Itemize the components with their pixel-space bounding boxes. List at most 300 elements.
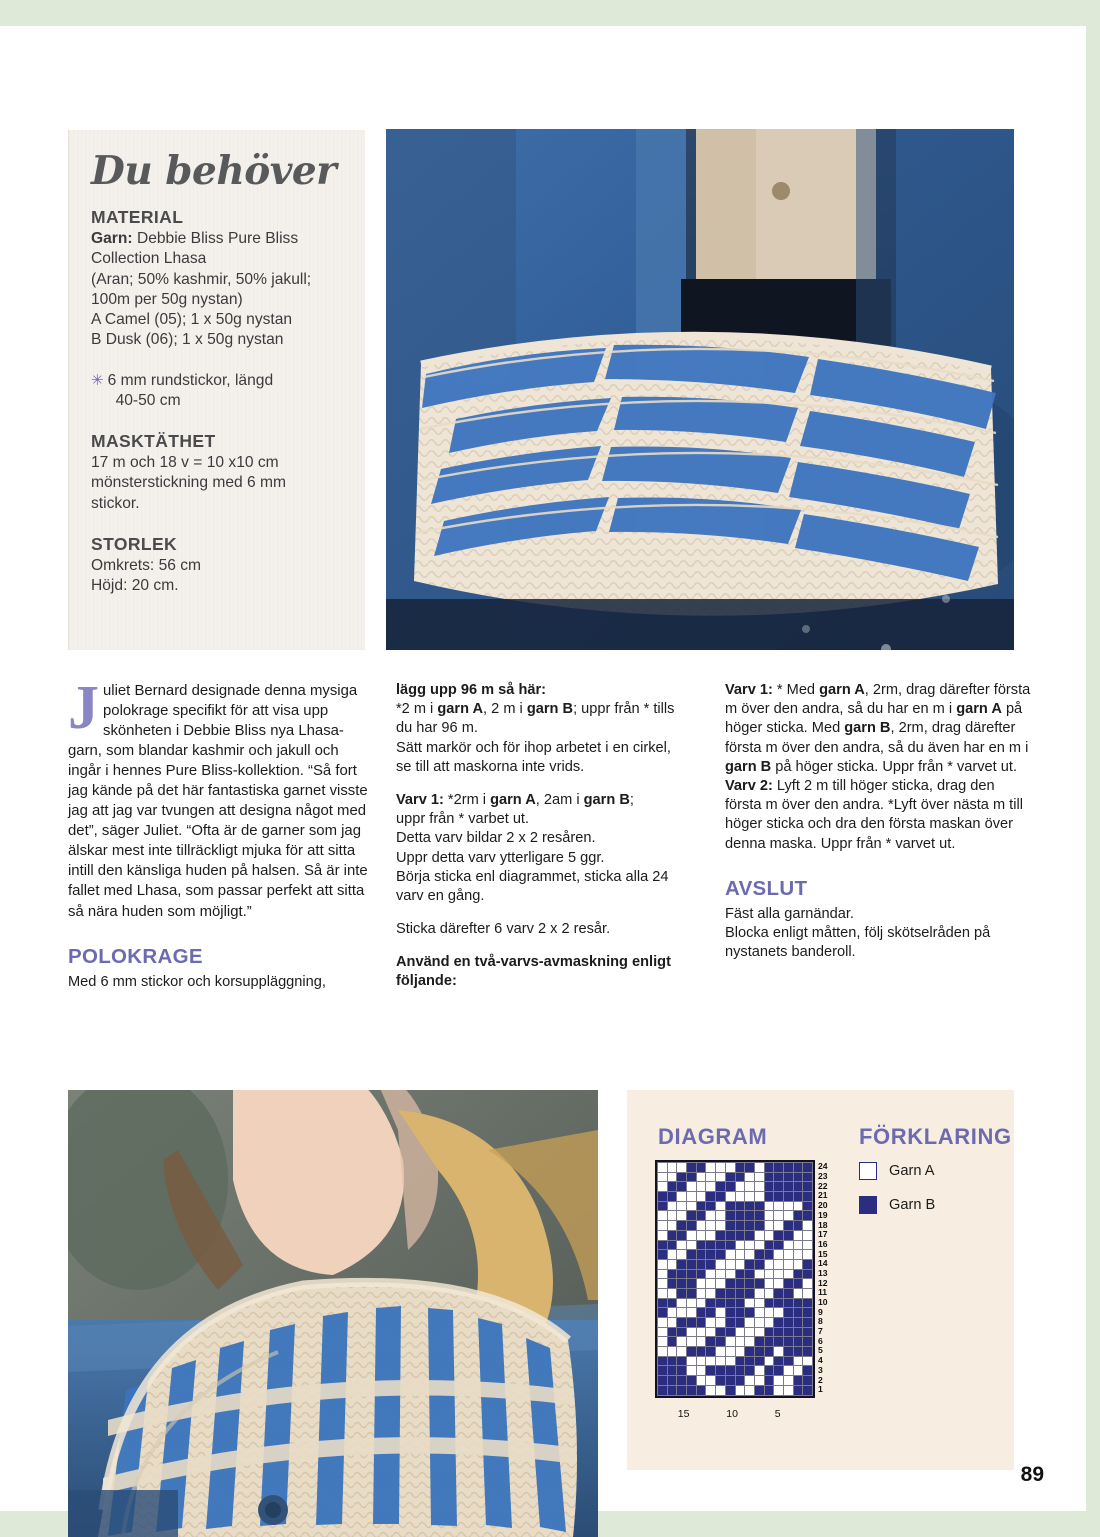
chart-cell bbox=[658, 1385, 668, 1395]
chart-cell bbox=[774, 1279, 784, 1289]
chart-col-label: 10 bbox=[726, 1408, 738, 1420]
chart-row-label: 6 bbox=[818, 1335, 823, 1346]
chart-cell bbox=[735, 1327, 745, 1337]
chart-cell bbox=[754, 1211, 764, 1221]
chart-cell bbox=[745, 1308, 755, 1318]
chart-row-label: 16 bbox=[818, 1238, 828, 1249]
chart-cell bbox=[706, 1366, 716, 1376]
chart-cell bbox=[667, 1298, 677, 1308]
chart-cell bbox=[745, 1240, 755, 1250]
chart-cell bbox=[687, 1308, 697, 1318]
chart-cell bbox=[783, 1347, 793, 1357]
chart-cell bbox=[783, 1385, 793, 1395]
chart-cell bbox=[667, 1288, 677, 1298]
text-column-2 bbox=[396, 681, 696, 992]
chart-cell bbox=[658, 1201, 668, 1211]
col3-varv2: Varv 2: Lyft 2 m till höger sticka, drag den första m över den andra. *Lyft över nästa m till höger sticka och dra den första maskan över denna maska. Uppr från * varvet ut. bbox=[725, 777, 1023, 852]
chart-cell bbox=[677, 1192, 687, 1202]
chart-row bbox=[658, 1163, 813, 1173]
chart-cell bbox=[783, 1279, 793, 1289]
avslut-line-0: Fäst alla garnändar. bbox=[725, 905, 854, 922]
chart-cell bbox=[696, 1337, 706, 1347]
chart-cell bbox=[783, 1298, 793, 1308]
chart-cell bbox=[774, 1376, 784, 1386]
chart-cell bbox=[735, 1192, 745, 1202]
chart-cell bbox=[803, 1230, 813, 1240]
photo-cowl-worn bbox=[68, 1090, 598, 1537]
chart-cell bbox=[716, 1308, 726, 1318]
chart-cell bbox=[783, 1318, 793, 1328]
chart-cell bbox=[774, 1172, 784, 1182]
chart-cell bbox=[706, 1192, 716, 1202]
chart-cell bbox=[696, 1288, 706, 1298]
chart-cell bbox=[696, 1221, 706, 1231]
chart-row-label: 22 bbox=[818, 1180, 828, 1191]
chart-cell bbox=[793, 1240, 803, 1250]
chart-cell bbox=[658, 1337, 668, 1347]
chart-cell bbox=[803, 1211, 813, 1221]
col3-varv2-head: Varv 2: bbox=[725, 777, 773, 794]
chart-cell bbox=[803, 1337, 813, 1347]
chart-cell bbox=[658, 1182, 668, 1192]
chart-cell bbox=[716, 1318, 726, 1328]
chart-cell bbox=[696, 1366, 706, 1376]
chart-cell bbox=[658, 1366, 668, 1376]
chart-cell bbox=[687, 1221, 697, 1231]
chart-cell bbox=[716, 1221, 726, 1231]
chart-cell bbox=[745, 1172, 755, 1182]
chart-cell bbox=[783, 1288, 793, 1298]
chart-cell bbox=[745, 1298, 755, 1308]
chart-cell bbox=[696, 1182, 706, 1192]
chart-cell bbox=[764, 1201, 774, 1211]
photo-bottom-artwork bbox=[68, 1090, 598, 1537]
chart-cell bbox=[774, 1201, 784, 1211]
chart-cell bbox=[793, 1356, 803, 1366]
chart-cell bbox=[687, 1163, 697, 1173]
chart-cell bbox=[687, 1201, 697, 1211]
chart-cell bbox=[725, 1385, 735, 1395]
chart-cell bbox=[735, 1337, 745, 1347]
chart-cell bbox=[803, 1269, 813, 1279]
chart-cell bbox=[706, 1385, 716, 1395]
chart-cell bbox=[658, 1172, 668, 1182]
chart-row-label: 19 bbox=[818, 1209, 828, 1220]
chart-cell bbox=[803, 1318, 813, 1328]
chart-cell bbox=[803, 1250, 813, 1260]
gauge-heading: MASKTÄTHET bbox=[91, 431, 216, 452]
chart-cell bbox=[687, 1182, 697, 1192]
intro-text: uliet Bernard designade denna mysiga polokrage specifikt för att visa upp skönheten i Debbie Bliss nya Lhasa-garn, som blandar kashmir och jakull och ingår i hennes Pure Bliss-kollektion. “Så fort jag kände på det här fantastiska garnet visste jag att jag var tvungen att designa något med det”, säger Juliet. “Ofta är de garner som jag älskar mest inte tillräckligt mjuka för att sitta intill den känsliga huden på halsen. Så är inte fallet med Lhasa, som passar perfekt att sitta så nära huden som möjligt.” bbox=[68, 683, 368, 920]
chart-cell bbox=[716, 1298, 726, 1308]
chart-cell bbox=[735, 1211, 745, 1221]
chart-cell bbox=[774, 1259, 784, 1269]
chart-cell bbox=[803, 1240, 813, 1250]
chart-cell bbox=[658, 1269, 668, 1279]
chart-cell bbox=[793, 1337, 803, 1347]
chart-cell bbox=[764, 1318, 774, 1328]
chart-cell bbox=[793, 1250, 803, 1260]
chart-cell bbox=[658, 1347, 668, 1357]
chart-row bbox=[658, 1172, 813, 1182]
chart-row bbox=[658, 1308, 813, 1318]
chart-cell bbox=[774, 1182, 784, 1192]
chart-cell bbox=[803, 1192, 813, 1202]
chart-row bbox=[658, 1327, 813, 1337]
chart-cell bbox=[677, 1211, 687, 1221]
chart-cell bbox=[658, 1288, 668, 1298]
chart-cell bbox=[716, 1337, 726, 1347]
col2-varv1-line-4: varv en gång. bbox=[396, 887, 485, 904]
chart-cell bbox=[677, 1259, 687, 1269]
chart-cell bbox=[793, 1221, 803, 1231]
chart-cell bbox=[803, 1201, 813, 1211]
chart-cell bbox=[783, 1240, 793, 1250]
chart-cell bbox=[706, 1279, 716, 1289]
chart-cell bbox=[735, 1356, 745, 1366]
chart-cell bbox=[803, 1279, 813, 1289]
gauge-line-1: mönsterstickning med 6 mm bbox=[91, 474, 286, 492]
yarn-line-3: 100m per 50g nystan) bbox=[91, 290, 243, 308]
chart-row-label: 8 bbox=[818, 1316, 823, 1327]
chart-cell bbox=[667, 1230, 677, 1240]
chart-cell bbox=[803, 1172, 813, 1182]
chart-cell bbox=[658, 1376, 668, 1386]
chart-cell bbox=[764, 1192, 774, 1202]
chart-cell bbox=[687, 1230, 697, 1240]
chart-cell bbox=[793, 1298, 803, 1308]
legend bbox=[859, 1162, 935, 1230]
chart-cell bbox=[735, 1172, 745, 1182]
chart-cell bbox=[774, 1250, 784, 1260]
chart-col-label: 15 bbox=[677, 1408, 690, 1420]
chart-cell bbox=[716, 1288, 726, 1298]
caston-heading: lägg upp 96 m så här: bbox=[396, 682, 547, 698]
chart-cell bbox=[677, 1308, 687, 1318]
chart-wrap bbox=[655, 1160, 828, 1420]
chart-cell bbox=[677, 1366, 687, 1376]
chart-cell bbox=[706, 1318, 716, 1328]
chart-cell bbox=[745, 1221, 755, 1231]
chart-cell bbox=[735, 1221, 745, 1231]
chart-cell bbox=[687, 1192, 697, 1202]
chart-cell bbox=[774, 1308, 784, 1318]
chart-cell bbox=[754, 1356, 764, 1366]
chart-cell bbox=[764, 1385, 774, 1395]
chart-row-label: 12 bbox=[818, 1277, 828, 1288]
chart-cell bbox=[658, 1230, 668, 1240]
chart-cell bbox=[725, 1201, 735, 1211]
chart-cell bbox=[716, 1347, 726, 1357]
chart-cell bbox=[725, 1279, 735, 1289]
chart-cell bbox=[774, 1327, 784, 1337]
chart-cell bbox=[716, 1211, 726, 1221]
chart-cell bbox=[735, 1269, 745, 1279]
chart-cell bbox=[764, 1230, 774, 1240]
chart-cell bbox=[725, 1318, 735, 1328]
chart-cell bbox=[735, 1366, 745, 1376]
chart-cell bbox=[706, 1211, 716, 1221]
chart-cell bbox=[696, 1318, 706, 1328]
chart-cell bbox=[745, 1201, 755, 1211]
chart-cell bbox=[774, 1347, 784, 1357]
chart-cell bbox=[696, 1269, 706, 1279]
chart-cell bbox=[667, 1376, 677, 1386]
yarn-line bbox=[91, 229, 345, 249]
gauge-line-0: 17 m och 18 v = 10 x10 cm bbox=[91, 454, 279, 472]
chart-cell bbox=[725, 1308, 735, 1318]
chart-cell bbox=[745, 1259, 755, 1269]
needles-line-1: 40-50 cm bbox=[115, 391, 181, 409]
chart-cell bbox=[696, 1279, 706, 1289]
chart-cell bbox=[667, 1221, 677, 1231]
chart-cell bbox=[667, 1259, 677, 1269]
chart-cell bbox=[745, 1288, 755, 1298]
chart-cell bbox=[677, 1298, 687, 1308]
chart-row-label: 15 bbox=[818, 1248, 828, 1259]
chart-cell bbox=[783, 1163, 793, 1173]
chart-cell bbox=[793, 1192, 803, 1202]
chart-cell bbox=[774, 1240, 784, 1250]
chart-cell bbox=[658, 1250, 668, 1260]
chart-cell bbox=[793, 1347, 803, 1357]
intro-paragraph bbox=[68, 674, 368, 922]
chart-row-label: 18 bbox=[818, 1219, 828, 1230]
chart-cell bbox=[735, 1298, 745, 1308]
chart-cell bbox=[725, 1356, 735, 1366]
chart-cell bbox=[658, 1308, 668, 1318]
chart-row-label: 17 bbox=[818, 1229, 828, 1240]
chart-cell bbox=[716, 1356, 726, 1366]
col3-varv1-head: Varv 1: bbox=[725, 682, 773, 698]
chart-cell bbox=[783, 1366, 793, 1376]
chart-row-label: 21 bbox=[818, 1190, 828, 1201]
chart-cell bbox=[754, 1182, 764, 1192]
chart-cell bbox=[687, 1356, 697, 1366]
chart-cell bbox=[764, 1376, 774, 1386]
chart-cell bbox=[783, 1259, 793, 1269]
chart-cell bbox=[667, 1308, 677, 1318]
chart-cell bbox=[735, 1308, 745, 1318]
chart-cell bbox=[658, 1356, 668, 1366]
avslut-heading: AVSLUT bbox=[725, 876, 808, 900]
chart-cell bbox=[658, 1192, 668, 1202]
caston-line-3: se till att maskorna inte vrids. bbox=[396, 758, 585, 775]
size-heading: STORLEK bbox=[91, 533, 178, 554]
chart-cell bbox=[687, 1240, 697, 1250]
text-column-3 bbox=[725, 681, 1031, 962]
chart-row bbox=[658, 1279, 813, 1289]
chart-cell bbox=[687, 1172, 697, 1182]
chart-cell bbox=[783, 1269, 793, 1279]
chart-cell bbox=[774, 1192, 784, 1202]
col2-after-line: Sticka därefter 6 varv 2 x 2 resår. bbox=[396, 921, 611, 938]
chart-cell bbox=[803, 1356, 813, 1366]
chart-cell bbox=[667, 1269, 677, 1279]
chart-cell bbox=[696, 1376, 706, 1386]
chart-cell bbox=[793, 1182, 803, 1192]
yarn-line-0: Debbie Bliss Pure Bliss bbox=[136, 230, 299, 247]
chart-cell bbox=[793, 1308, 803, 1318]
chart-cell bbox=[735, 1259, 745, 1269]
chart-cell bbox=[667, 1240, 677, 1250]
chart-cell bbox=[677, 1318, 687, 1328]
chart-cell bbox=[706, 1163, 716, 1173]
chart-cell bbox=[793, 1318, 803, 1328]
chart-cell bbox=[677, 1327, 687, 1337]
chart-cell bbox=[658, 1240, 668, 1250]
chart-cell bbox=[667, 1327, 677, 1337]
chart-cell bbox=[754, 1366, 764, 1376]
chart-cell bbox=[754, 1347, 764, 1357]
chart-row bbox=[658, 1201, 813, 1211]
chart-cell bbox=[725, 1337, 735, 1347]
chart-cell bbox=[706, 1250, 716, 1260]
chart-cell bbox=[745, 1182, 755, 1192]
chart-cell bbox=[716, 1376, 726, 1386]
chart-cell bbox=[677, 1337, 687, 1347]
chart-cell bbox=[793, 1288, 803, 1298]
chart-cell bbox=[735, 1385, 745, 1395]
chart-cell bbox=[764, 1259, 774, 1269]
chart-cell bbox=[725, 1250, 735, 1260]
polokrage-line-1: Med 6 mm stickor och korsuppläggning, bbox=[68, 973, 326, 990]
chart-cell bbox=[696, 1308, 706, 1318]
chart-cell bbox=[745, 1385, 755, 1395]
chart-cell bbox=[764, 1288, 774, 1298]
chart-cell bbox=[803, 1288, 813, 1298]
gauge-line-2: stickor. bbox=[91, 494, 140, 512]
chart-cell bbox=[706, 1230, 716, 1240]
chart-row-label: 4 bbox=[818, 1355, 823, 1366]
legend-label-garn-a: Garn A bbox=[889, 1163, 935, 1179]
chart-cell bbox=[716, 1230, 726, 1240]
chart-row bbox=[658, 1269, 813, 1279]
chart-cell bbox=[658, 1211, 668, 1221]
size-line-0: Omkrets: 56 cm bbox=[91, 556, 202, 574]
chart-cell bbox=[754, 1279, 764, 1289]
chart-cell bbox=[677, 1250, 687, 1260]
chart-cell bbox=[716, 1163, 726, 1173]
chart-cell bbox=[716, 1269, 726, 1279]
chart-cell bbox=[803, 1308, 813, 1318]
chart-cell bbox=[725, 1211, 735, 1221]
chart-cell bbox=[754, 1308, 764, 1318]
chart-cell bbox=[716, 1192, 726, 1202]
chart-row bbox=[658, 1250, 813, 1260]
chart-cell bbox=[735, 1240, 745, 1250]
chart-cell bbox=[783, 1192, 793, 1202]
polokrage-heading: POLOKRAGE bbox=[68, 944, 203, 968]
chart-row bbox=[658, 1318, 813, 1328]
chart-cell bbox=[716, 1366, 726, 1376]
col2-varv1-line-0: uppr från * varbet ut. bbox=[396, 811, 530, 828]
chart-cell bbox=[783, 1376, 793, 1386]
chart-cell bbox=[696, 1356, 706, 1366]
chart-row-label: 7 bbox=[818, 1326, 823, 1337]
panel-title: Du behöver bbox=[91, 148, 337, 194]
page-number: 89 bbox=[1020, 1463, 1044, 1486]
chart-cell bbox=[745, 1356, 755, 1366]
chart-cell bbox=[716, 1201, 726, 1211]
chart-cell bbox=[764, 1356, 774, 1366]
chart-row bbox=[658, 1337, 813, 1347]
chart-cell bbox=[803, 1347, 813, 1357]
chart-cell bbox=[735, 1250, 745, 1260]
chart-row-label: 2 bbox=[818, 1374, 823, 1385]
chart-cell bbox=[677, 1279, 687, 1289]
chart-cell bbox=[696, 1385, 706, 1395]
chart-cell bbox=[667, 1182, 677, 1192]
chart-cell bbox=[706, 1376, 716, 1386]
chart-cell bbox=[735, 1279, 745, 1289]
diagram-panel bbox=[627, 1090, 1014, 1470]
chart-cell bbox=[667, 1163, 677, 1173]
chart-cell bbox=[735, 1182, 745, 1192]
chart-cell bbox=[687, 1250, 697, 1260]
chart-cell bbox=[764, 1172, 774, 1182]
chart-cell bbox=[774, 1288, 784, 1298]
chart-cell bbox=[793, 1172, 803, 1182]
chart-cell bbox=[725, 1347, 735, 1357]
chart-cell bbox=[667, 1192, 677, 1202]
chart-cell bbox=[764, 1163, 774, 1173]
chart-cell bbox=[745, 1318, 755, 1328]
chart-cell bbox=[745, 1376, 755, 1386]
chart-row bbox=[658, 1288, 813, 1298]
chart-row-label: 5 bbox=[818, 1345, 823, 1356]
chart-cell bbox=[716, 1182, 726, 1192]
chart-cell bbox=[658, 1259, 668, 1269]
chart-cell bbox=[793, 1327, 803, 1337]
chart-cell bbox=[706, 1356, 716, 1366]
yarn-line-1: Collection Lhasa bbox=[91, 250, 207, 268]
chart-cell bbox=[754, 1337, 764, 1347]
chart-cell bbox=[687, 1269, 697, 1279]
chart-cell bbox=[667, 1201, 677, 1211]
chart-row bbox=[658, 1259, 813, 1269]
chart-cell bbox=[754, 1163, 764, 1173]
chart-cell bbox=[774, 1385, 784, 1395]
chart-cell bbox=[677, 1288, 687, 1298]
chart-cell bbox=[667, 1347, 677, 1357]
chart-cell bbox=[764, 1298, 774, 1308]
chart-cell bbox=[783, 1250, 793, 1260]
chart-cell bbox=[754, 1221, 764, 1231]
chart-cell bbox=[696, 1347, 706, 1357]
chart-cell bbox=[754, 1201, 764, 1211]
chart-cell bbox=[735, 1230, 745, 1240]
chart-cell bbox=[696, 1327, 706, 1337]
material-heading: MATERIAL bbox=[91, 207, 184, 227]
chart-cell bbox=[735, 1163, 745, 1173]
chart-cell bbox=[783, 1230, 793, 1240]
chart-cell bbox=[677, 1163, 687, 1173]
avslut-line-2: nystanets banderoll. bbox=[725, 944, 856, 961]
chart-cell bbox=[687, 1347, 697, 1357]
bindoff-heading: Använd en två-varvs-avmaskning enligt följande: bbox=[396, 954, 671, 990]
chart-cell bbox=[793, 1201, 803, 1211]
chart-cell bbox=[764, 1240, 774, 1250]
caston-line-0: *2 m i garn A, 2 m i garn B; uppr från * tills bbox=[396, 701, 675, 718]
chart-cell bbox=[687, 1211, 697, 1221]
chart-col-label: 5 bbox=[774, 1408, 781, 1420]
chart-cell bbox=[687, 1288, 697, 1298]
drop-cap: J bbox=[68, 674, 99, 742]
chart-cell bbox=[725, 1240, 735, 1250]
col3-varv1: Varv 1: * Med garn A, 2rm, drag därefter första m över den andra, så du har en m i garn A på höger sticka. Med garn B, 2rm, drag därefter första m över den andra, så du även har en m i garn B på höger sticka. Uppr från * varvet ut. bbox=[725, 682, 1031, 775]
chart-cell bbox=[793, 1259, 803, 1269]
